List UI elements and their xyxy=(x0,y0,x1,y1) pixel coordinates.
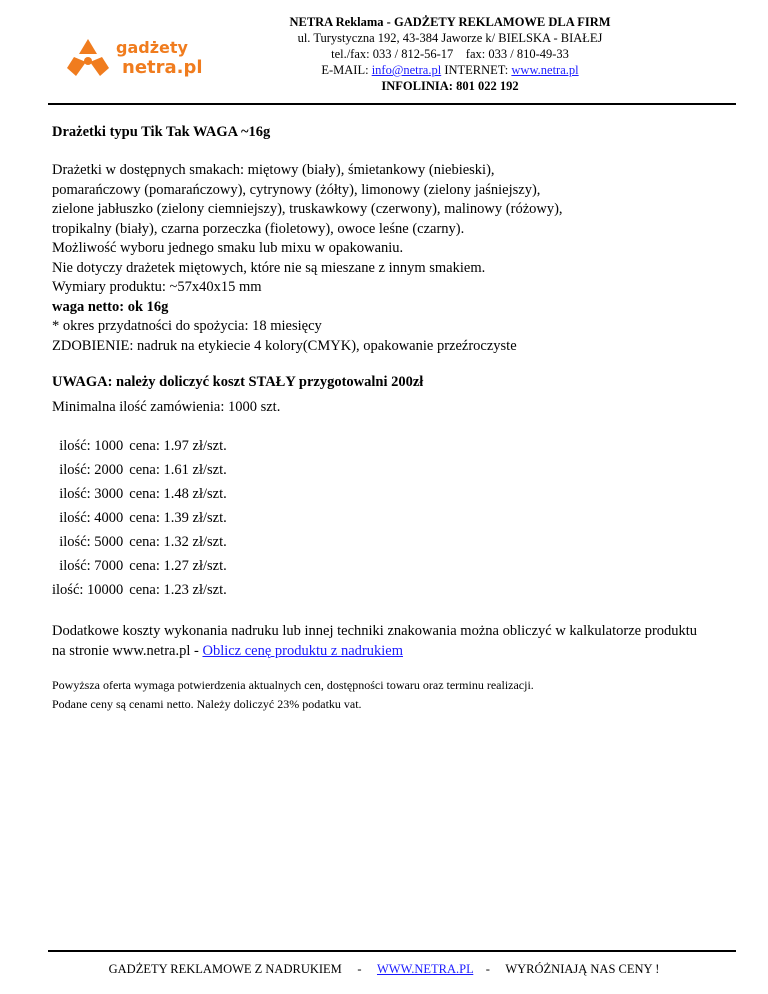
qty-cell: ilość: 2000 xyxy=(59,461,124,478)
email-link[interactable]: info@netra.pl xyxy=(371,63,442,77)
footer-divider xyxy=(48,950,736,952)
net-weight: waga netto: ok 16g xyxy=(52,298,169,315)
price-cell: cena: 1.27 zł/szt. xyxy=(129,557,227,574)
description-line: tropikalny (biały), czarna porzeczka (fioletowy), owoce leśne (czarny). xyxy=(52,220,465,237)
description-line: zielone jabłuszko (zielony ciemniejszy), truskawkowy (czerwony), malinowy (różowy), xyxy=(52,201,563,217)
price-cell: cena: 1.39 zł/szt. xyxy=(129,509,227,526)
phone-line: tel./fax: 033 / 812-56-17 fax: 033 / 810-49-33 xyxy=(331,47,569,61)
address-line: ul. Turystyczna 192, 43-384 Jaworze k/ BIELSKA - BIAŁEJ xyxy=(297,31,603,45)
qty-cell: ilość: 1000 xyxy=(59,437,124,454)
email-web-line xyxy=(260,62,640,78)
header-divider xyxy=(48,103,736,105)
decoration-info: ZDOBIENIE: nadruk na etykiecie 4 kolory(CMYK), opakowanie przeźroczyste xyxy=(52,337,517,354)
price-row xyxy=(52,458,227,482)
footer-right: WYRÓŻNIAJĄ NAS CENY ! xyxy=(505,962,660,976)
price-cell: cena: 1.97 zł/szt. xyxy=(129,437,227,454)
description-line: pomarańczowy (pomarańczowy), cytrynowy (żółty), limonowy (zielony jaśniejszy), xyxy=(52,181,541,198)
extra-costs-line1: Dodatkowe koszty wykonania nadruku lub innej techniki znakowania można obliczyć w kalkulatorze produktu xyxy=(52,623,698,639)
price-row xyxy=(52,578,227,602)
shelf-life: * okres przydatności do spożycia: 18 miesięcy xyxy=(52,318,322,334)
contact-header xyxy=(260,14,640,94)
infoline: INFOLINIA: 801 022 192 xyxy=(381,79,519,93)
qty-cell: ilość: 3000 xyxy=(59,485,124,502)
qty-cell: ilość: 7000 xyxy=(59,557,124,574)
offer-notes xyxy=(52,676,534,714)
footer-separator: - xyxy=(473,962,506,976)
offer-note-line1: Powyższa oferta wymaga potwierdzenia aktualnych cen, dostępności towaru oraz terminu realizacji. xyxy=(52,678,534,692)
price-cell: cena: 1.61 zł/szt. xyxy=(129,461,227,478)
logo-wordmark xyxy=(110,38,203,78)
product-content xyxy=(52,124,742,356)
company-logo xyxy=(66,38,216,80)
extra-costs-line2 xyxy=(52,642,752,662)
qty-cell: ilość: 4000 xyxy=(59,509,124,526)
extra-costs-prefix: na stronie www.netra.pl - xyxy=(52,642,203,659)
description-line: Drażetki w dostępnych smakach: miętowy (biały), śmietankowy (niebieski), xyxy=(52,162,495,178)
minimum-order: Minimalna ilość zamówienia: 1000 szt. xyxy=(52,399,281,415)
price-row xyxy=(52,530,227,554)
email-label: E-MAIL: xyxy=(321,63,372,77)
price-row xyxy=(52,506,227,530)
description-line: Możliwość wyboru jednego smaku lub mixu w opakowaniu. xyxy=(52,240,404,256)
price-cell: cena: 1.23 zł/szt. xyxy=(129,581,227,598)
internet-label: INTERNET: xyxy=(441,63,512,77)
price-row xyxy=(52,482,227,506)
extra-costs-info xyxy=(52,622,752,661)
product-title: Drażetki typu Tik Tak WAGA ~16g xyxy=(52,124,271,140)
price-calculator-link[interactable]: Oblicz cenę produktu z nadrukiem xyxy=(202,642,403,659)
logo-line1: gadżety xyxy=(116,38,188,57)
price-row xyxy=(52,434,227,458)
offer-note-line2: Podane ceny są cenami netto. Należy doliczyć 23% podatku vat. xyxy=(52,697,362,711)
price-cell: cena: 1.32 zł/szt. xyxy=(129,533,227,550)
logo-mark-icon xyxy=(66,38,110,80)
page-footer xyxy=(0,962,768,977)
product-description xyxy=(52,161,742,356)
qty-cell: ilość: 10000 xyxy=(52,581,124,598)
footer-separator: - xyxy=(341,962,377,976)
description-line: Nie dotyczy drażetek miętowych, które nie są mieszane z innym smakiem. xyxy=(52,259,486,276)
company-line: NETRA Reklama - GADŻETY REKLAMOWE DLA FIRM xyxy=(289,15,611,29)
website-link[interactable]: www.netra.pl xyxy=(511,63,579,77)
footer-website-link[interactable]: WWW.NETRA.PL xyxy=(376,962,474,976)
footer-left: GADŻETY REKLAMOWE Z NADRUKIEM xyxy=(108,962,342,976)
logo-line2: netra.pl xyxy=(122,57,203,78)
qty-cell: ilość: 5000 xyxy=(59,533,124,550)
price-table xyxy=(52,434,227,602)
setup-cost-warning: UWAGA: należy doliczyć koszt STAŁY przygotowalni 200zł xyxy=(52,374,424,390)
price-row xyxy=(52,554,227,578)
description-line: Wymiary produktu: ~57x40x15 mm xyxy=(52,279,262,295)
price-cell: cena: 1.48 zł/szt. xyxy=(129,485,227,502)
